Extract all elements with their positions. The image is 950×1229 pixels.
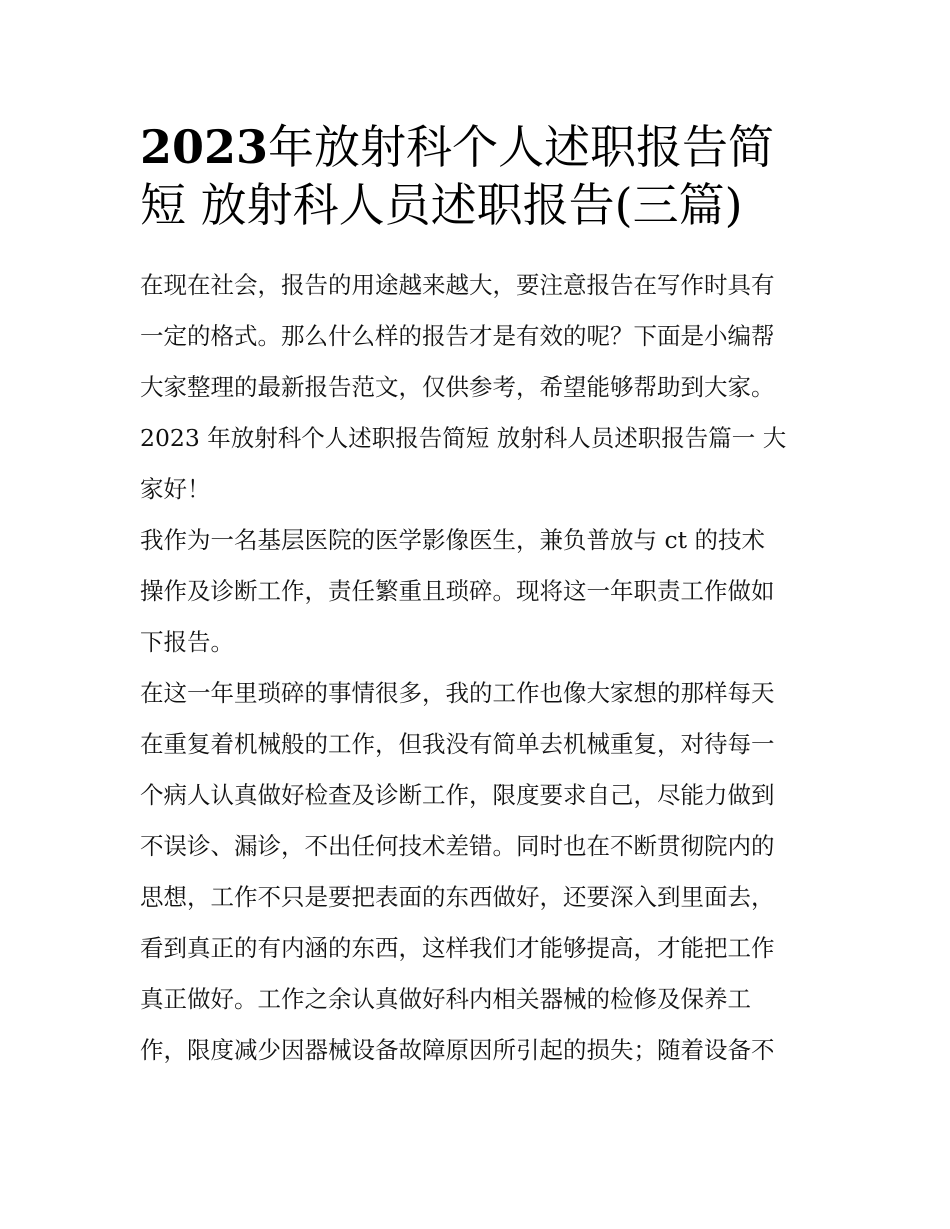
document-title: [140, 118, 812, 234]
body-line: 作，限度减少因器械设备故障原因所引起的损失；随着设备不: [140, 1036, 775, 1064]
body-line: 家好！: [140, 475, 211, 503]
title-line-1: [140, 118, 812, 176]
body-line: 看到真正的有内涵的东西，这样我们才能够提高，才能把工作: [140, 934, 775, 962]
body-line: 一定的格式。那么什么样的报告才是有效的呢？下面是小编帮: [140, 322, 775, 350]
body-line: 下报告。: [140, 628, 234, 656]
body-line: 在现在社会，报告的用途越来越大，要注意报告在写作时具有: [140, 271, 775, 299]
body-line: 真正做好。工作之余认真做好科内相关器械的检修及保养工: [140, 985, 751, 1013]
document-body: [140, 260, 812, 1076]
body-line: 个病人认真做好检查及诊断工作，限度要求自己，尽能力做到: [140, 781, 775, 809]
body-line: 2023 年放射科个人述职报告简短 放射科人员述职报告篇一 大: [140, 424, 787, 452]
title-line-1-text: 年放射科个人述职报告简: [268, 120, 775, 174]
body-line: 在重复着机械般的工作，但我没有简单去机械重复，对待每一: [140, 730, 775, 758]
body-line: 我作为一名基层医院的医学影像医生，兼负普放与 ct 的技术: [140, 526, 766, 554]
document-content: [140, 118, 812, 1076]
body-line: 操作及诊断工作，责任繁重且琐碎。现将这一年职责工作做如: [140, 577, 775, 605]
body-line: 思想，工作不只是要把表面的东西做好，还要深入到里面去，: [140, 883, 775, 911]
body-line: 不误诊、漏诊，不出任何技术差错。同时也在不断贯彻院内的: [140, 832, 775, 860]
title-line-2: 短 放射科人员述职报告(三篇): [140, 178, 743, 232]
title-year: 2023: [140, 120, 269, 174]
body-line: 在这一年里琐碎的事情很多，我的工作也像大家想的那样每天: [140, 679, 775, 707]
body-line: 大家整理的最新报告范文，仅供参考，希望能够帮助到大家。: [140, 373, 775, 401]
